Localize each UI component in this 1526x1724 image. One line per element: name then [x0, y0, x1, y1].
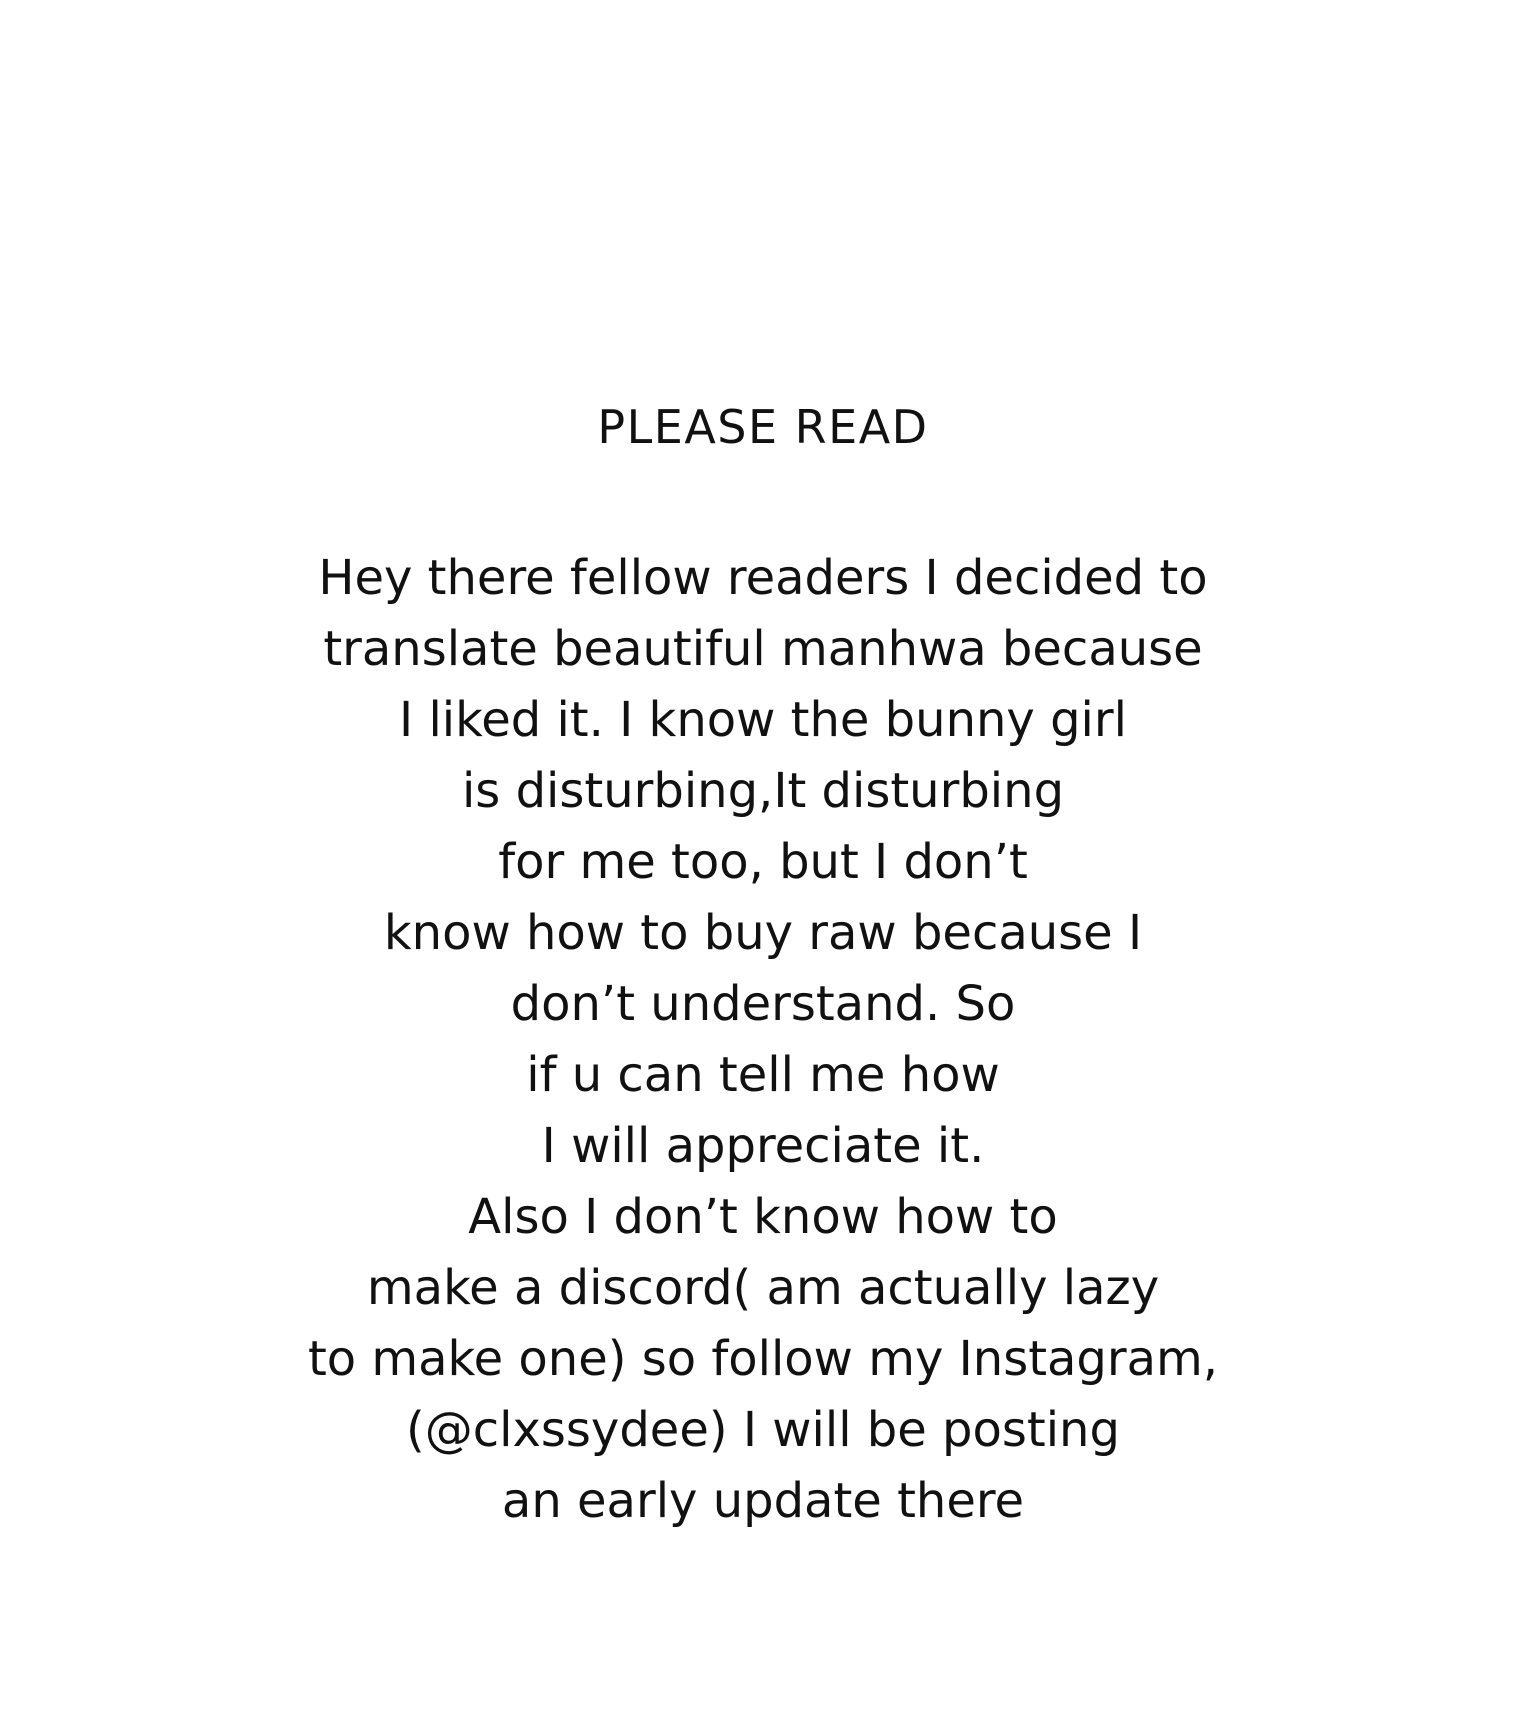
note-line: Also I don’t know how to [468, 1189, 1058, 1246]
note-line: don’t understand. So [510, 976, 1016, 1033]
translator-note [0, 400, 1526, 1537]
note-line: Hey there fellow readers I decided to [318, 550, 1208, 607]
note-line: for me too, but I don’t [498, 834, 1028, 891]
note-line: an early update there [501, 1473, 1025, 1530]
note-line: is disturbing,It disturbing [461, 763, 1065, 820]
note-body [0, 543, 1526, 1537]
note-line: know how to buy raw because I [383, 905, 1143, 962]
note-line: (@clxssydee) I will be posting [406, 1402, 1120, 1459]
note-line: translate beautiful manhwa because [323, 621, 1203, 678]
page-title: PLEASE READ [597, 400, 929, 454]
note-line: I liked it. I know the bunny girl [399, 692, 1127, 749]
note-line: if u can tell me how [526, 1047, 1000, 1104]
note-line: I will appreciate it. [541, 1118, 985, 1175]
note-line: make a discord( am actually lazy [366, 1260, 1160, 1317]
note-line: to make one) so follow my Instagram, [307, 1331, 1219, 1388]
